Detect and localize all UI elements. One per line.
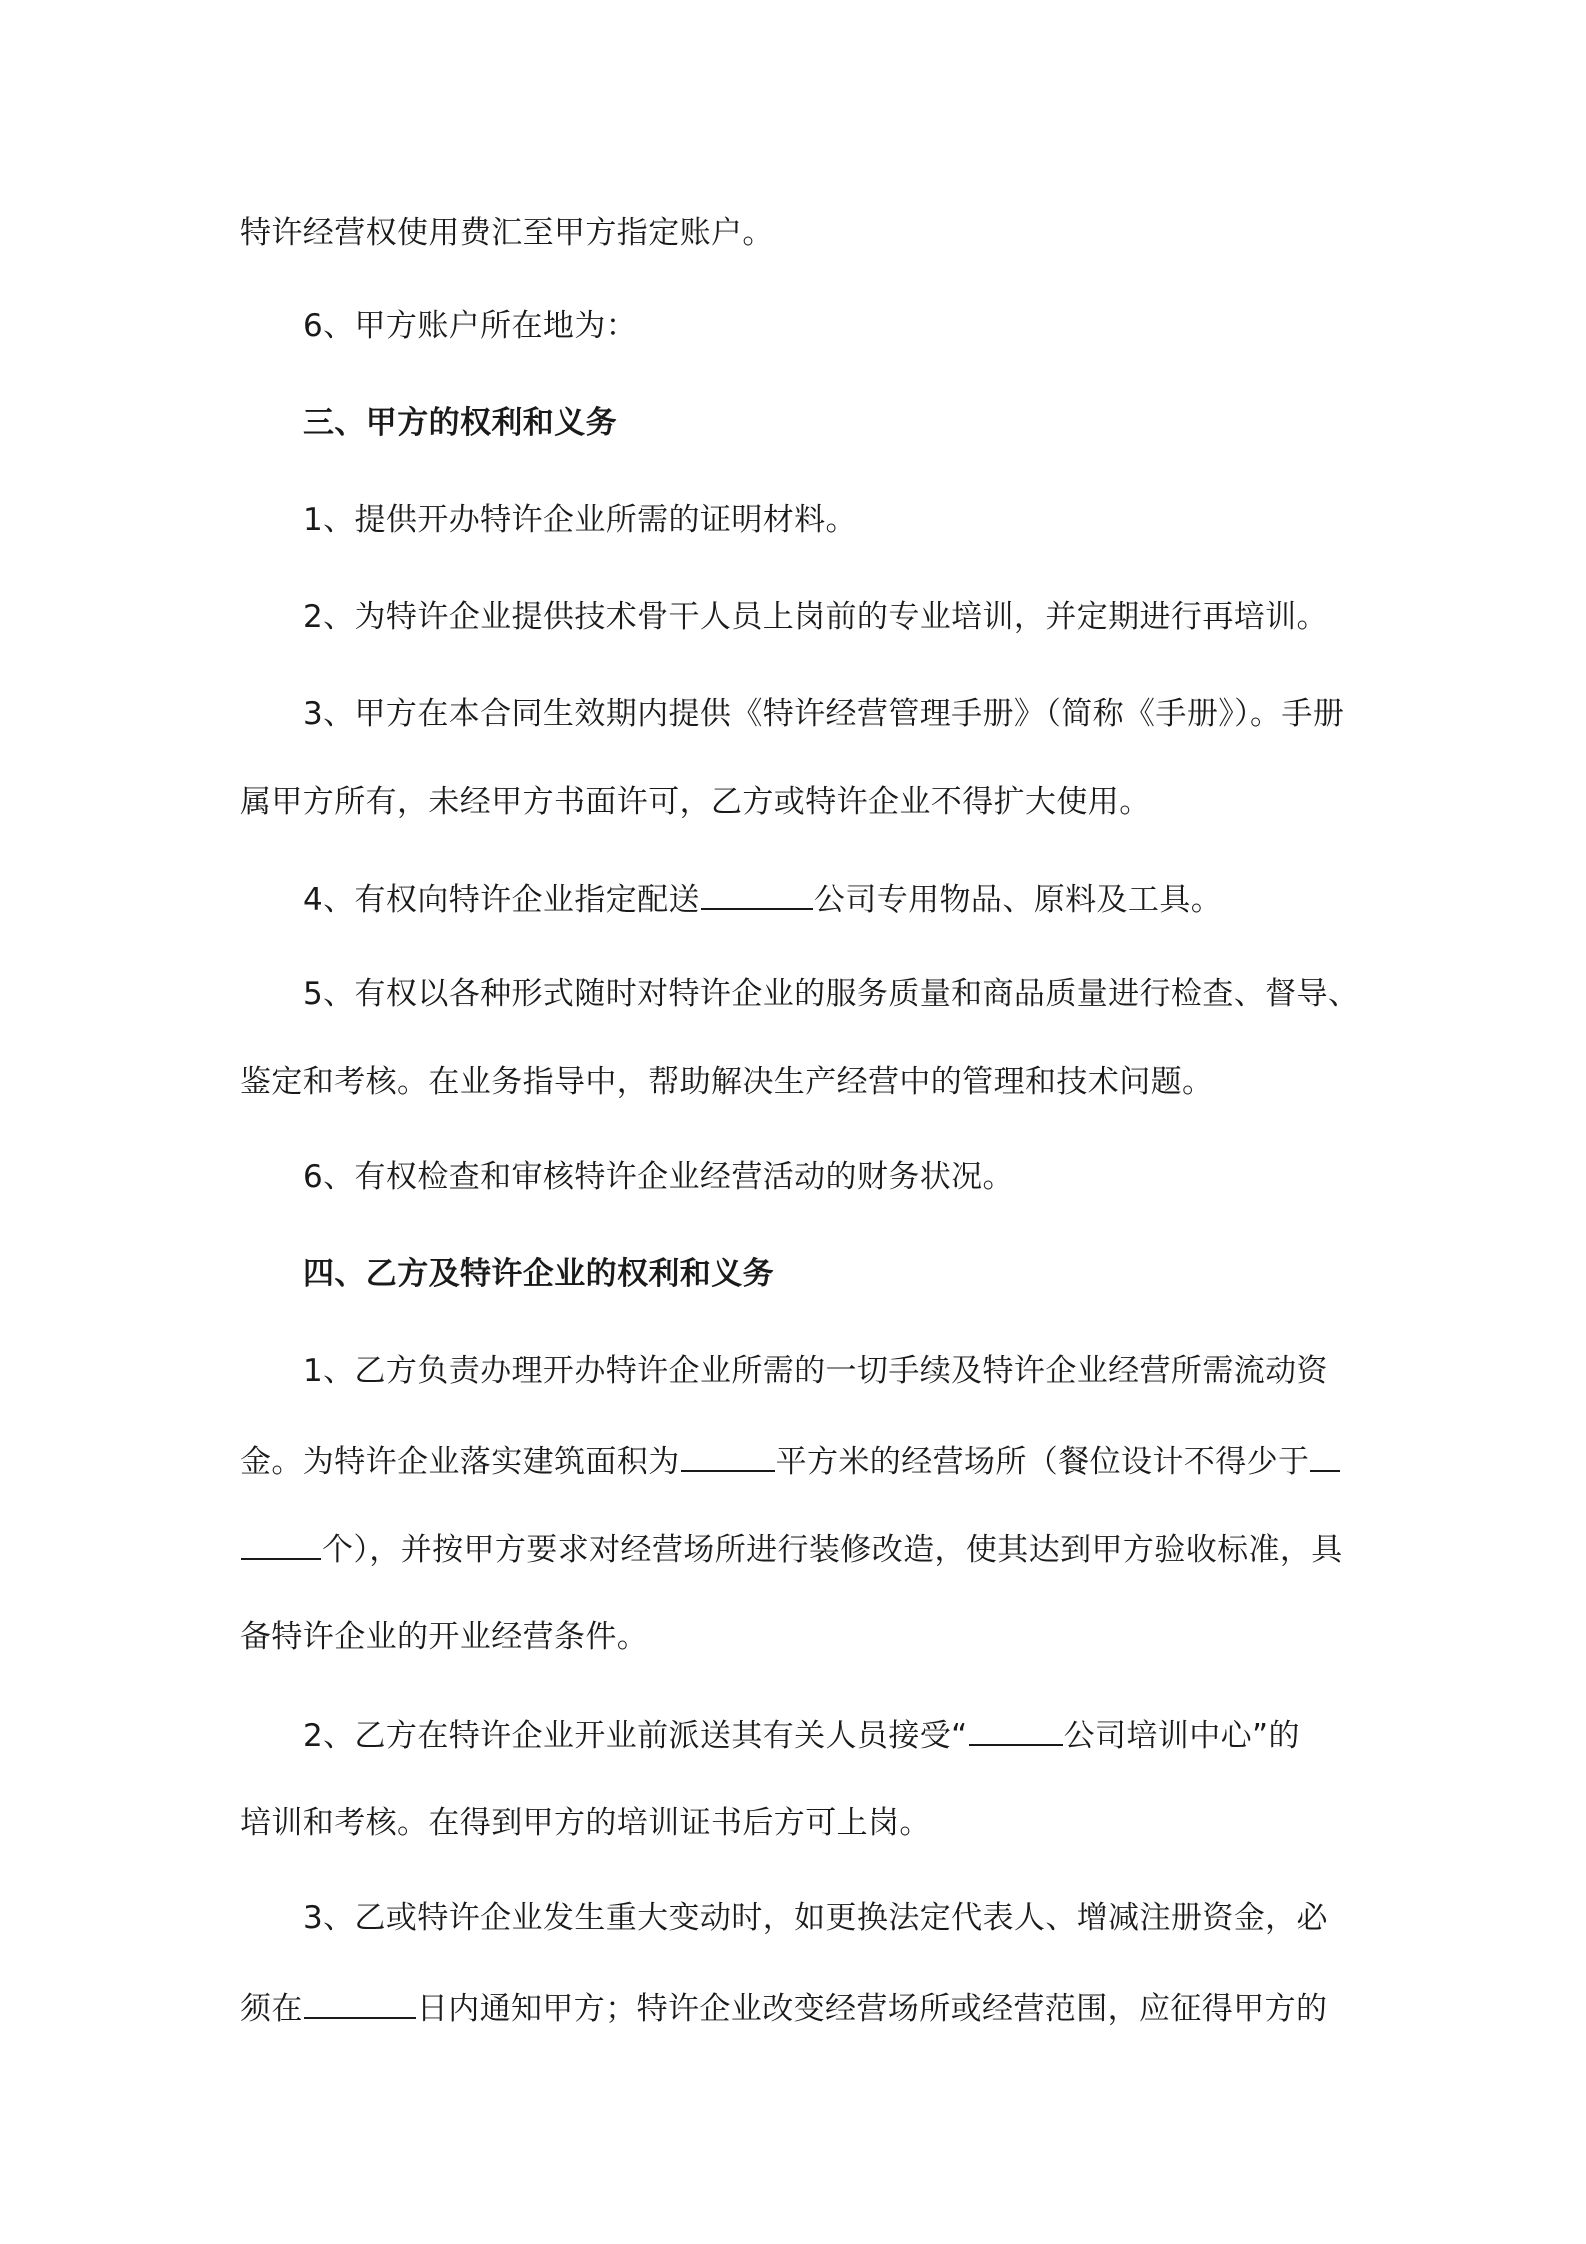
body-line	[240, 1528, 1343, 1568]
fill-in-blank	[681, 1440, 775, 1472]
text-segment: 须在	[240, 1991, 303, 2027]
text-segment: 四、乙方及特许企业的权利和义务	[303, 1256, 774, 1292]
text-segment: 备特许企业的开业经营条件。	[240, 1619, 649, 1655]
text-segment: 金。为特许企业落实建筑面积为	[240, 1444, 680, 1480]
text-segment: 三、甲方的权利和义务	[303, 405, 617, 441]
text-segment: 日内通知甲方；特许企业改变经营场所或经营范围，应征得甲方的	[416, 1991, 1328, 2027]
text-segment: 2、为特许企业提供技术骨干人员上岗前的专业培训，并定期进行再培训。	[303, 599, 1328, 635]
clause-line	[303, 500, 857, 540]
clause-line	[303, 878, 1222, 918]
section-heading	[303, 403, 617, 443]
section-heading	[303, 1254, 774, 1294]
text-segment: 4、有权向特许企业指定配送	[303, 882, 700, 918]
clause-line	[303, 597, 1328, 637]
text-segment: 1、乙方负责办理开办特许企业所需的一切手续及特许企业经营所需流动资	[303, 1353, 1328, 1389]
text-segment: 5、有权以各种形式随时对特许企业的服务质量和商品质量进行检查、督导、	[303, 976, 1360, 1012]
fill-in-blank	[701, 878, 813, 910]
body-line	[240, 1803, 931, 1843]
text-segment: 培训和考核。在得到甲方的培训证书后方可上岗。	[240, 1805, 931, 1841]
text-segment: 公司培训中心”的	[1063, 1718, 1300, 1754]
text-segment: 2、乙方在特许企业开业前派送其有关人员接受“	[303, 1718, 968, 1754]
text-segment: 平方米的经营场所（餐位设计不得少于	[775, 1444, 1310, 1480]
text-segment: 6、甲方账户所在地为：	[303, 308, 638, 344]
fill-in-blank	[1310, 1440, 1340, 1472]
clause-line	[303, 306, 637, 346]
text-segment: 个），并按甲方要求对经营场所进行装修改造，使其达到甲方验收标准，具	[322, 1532, 1343, 1568]
clause-line	[303, 1898, 1328, 1938]
text-segment: 6、有权检查和审核特许企业经营活动的财务状况。	[303, 1159, 1014, 1195]
clause-line	[303, 1714, 1300, 1754]
body-line	[240, 1617, 648, 1657]
text-segment: 公司专用物品、原料及工具。	[813, 882, 1223, 918]
text-segment: 特许经营权使用费汇至甲方指定账户。	[240, 215, 774, 251]
text-segment: 1、提供开办特许企业所需的证明材料。	[303, 502, 857, 538]
text-segment: 鉴定和考核。在业务指导中，帮助解决生产经营中的管理和技术问题。	[240, 1064, 1214, 1100]
clause-line	[303, 1157, 1014, 1197]
fill-in-blank	[241, 1528, 321, 1560]
body-line	[240, 1987, 1327, 2027]
body-line	[240, 1440, 1341, 1480]
text-segment: 属甲方所有，未经甲方书面许可，乙方或特许企业不得扩大使用。	[240, 784, 1151, 820]
body-line	[240, 213, 774, 253]
clause-line	[303, 974, 1359, 1014]
body-line	[240, 782, 1151, 822]
fill-in-blank	[304, 1987, 416, 2019]
text-segment: 3、甲方在本合同生效期内提供《特许经营管理手册》（简称《手册》）。手册	[303, 696, 1345, 732]
fill-in-blank	[969, 1714, 1063, 1746]
text-segment: 3、乙或特许企业发生重大变动时，如更换法定代表人、增减注册资金，必	[303, 1900, 1328, 1936]
body-line	[240, 1062, 1213, 1102]
clause-line	[303, 1351, 1328, 1391]
clause-line	[303, 694, 1344, 734]
